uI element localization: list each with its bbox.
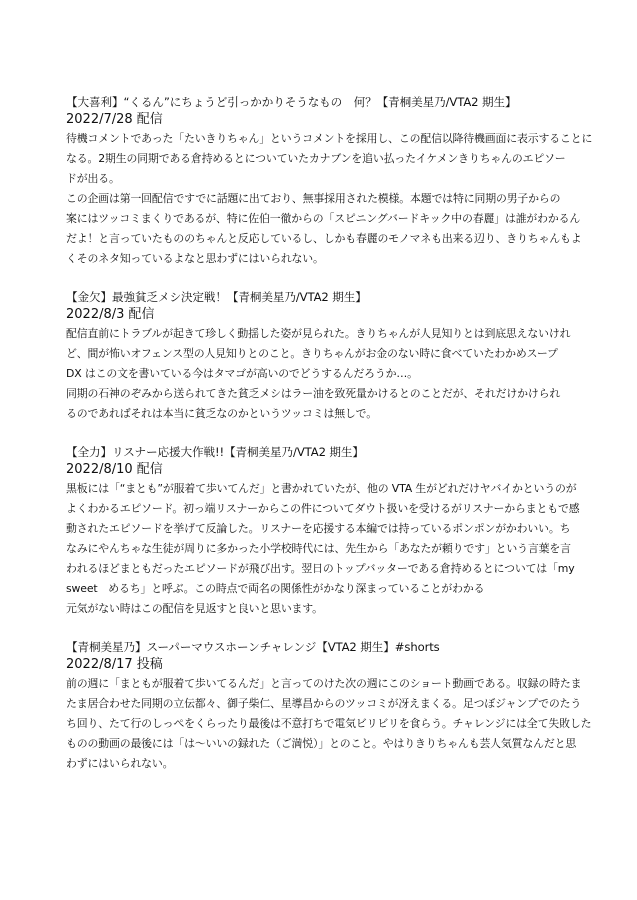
entry-title: 【青桐美星乃】スーパーマウスホーンチャレンジ【VTA2 期生】#shorts <box>66 640 440 654</box>
body-line: くそのネタ知っているよなと思わずにはいられない。 <box>66 252 324 265</box>
body-line: 動されたエピソードを挙げて反論した。リスナーを応援する本編では持っているポンポンがかわいい。ち <box>66 522 571 535</box>
body-line: 配信直前にトラブルが起きて珍しく動揺した姿が見られた。きりちゃんが人見知りとは到底思えないけれ <box>66 327 571 340</box>
body-line: DX はこの文を書いている今はタマゴが高いのでどうするんだろうか…。 <box>66 367 418 380</box>
entry-date: 2022/8/3 配信 <box>66 307 155 322</box>
entry-1 <box>66 94 593 269</box>
entry-body <box>66 129 593 269</box>
entry-title: 【大喜利】“くるん”にちょうど引っかかりそうなもの 何？【青桐美星乃/VTA2 期生】 <box>66 95 517 109</box>
body-line: 案にはツッコミまくりであるが、特に佐伯一徹からの「スピニングバードキック中の春麗」は誰がわかるん <box>66 212 581 225</box>
entry-body <box>66 324 574 424</box>
entry-2 <box>66 289 574 424</box>
body-line: わずにはいられない。 <box>66 757 174 770</box>
body-line: ドが出る。 <box>66 172 120 185</box>
entry-date: 2022/8/17 投稿 <box>66 657 163 672</box>
body-line: 同期の石神のぞみから送られてきた貧乏メシはラー油を致死量かけるとのことだが、それだけかけられ <box>66 387 561 400</box>
entry-4 <box>66 639 592 774</box>
body-line: るのであればそれは本当に貧乏なのかというツッコミは無しで。 <box>66 407 377 420</box>
entry-date: 2022/8/10 配信 <box>66 462 163 477</box>
body-line: 前の週に「まともが服着て歩いてるんだ」と言ってのけた次の週にこのショート動画である。収録の時たま <box>66 677 582 690</box>
body-line: たま居合わせた同期の立伝都々、御子柴仁、星導昌からのツッコミが冴えまくる。足つぼジャンプでのたう <box>66 697 582 710</box>
entry-date: 2022/7/28 配信 <box>66 112 163 127</box>
entry-body <box>66 479 580 619</box>
body-line: よくわかるエピソード。初っ端リスナーからこの件についてダウト扱いを受けるがリスナーからまともで感 <box>66 502 580 515</box>
entry-body <box>66 674 592 774</box>
body-line: 黒板には「“まとも”が服着て歩いてんだ」と書かれていたが、他の VTA 生がどれだけヤバイかというのが <box>66 482 577 495</box>
body-line: なみにやんちゃな生徒が周りに多かった小学校時代には、先生から「あなたが頼りです」という言葉を言 <box>66 542 571 555</box>
entry-title: 【全力】リスナー応援大作戦!!【青桐美星乃/VTA2 期生】 <box>66 445 364 459</box>
entry-title: 【金欠】最強貧乏メシ決定戦！【青桐美星乃/VTA2 期生】 <box>66 290 367 304</box>
body-line: ち回り、たて行のしっぺをくらったり最後は不意打ちで電気ビリビリを食らう。チャレンジには全て失敗した <box>66 717 592 730</box>
body-line: 待機コメントであった「たいきりちゃん」というコメントを採用し、この配信以降待機画面に表示することに <box>66 132 593 145</box>
document-page <box>66 94 593 794</box>
body-line: ど、間が怖いオフェンス型の人見知りとのこと。きりちゃんがお金のない時に食べていたわかめスープ <box>66 347 558 360</box>
entry-3 <box>66 444 580 619</box>
body-line: われるほどまともだったエピソードが飛び出す。翌日のトップバッターである倉持めるとについては「my <box>66 562 575 575</box>
body-line: なる。2期生の同期である倉持めるとについていたカナブンを追い払ったイケメンきりちゃんのエピソー <box>66 152 566 165</box>
body-line: ものの動画の最後には「は～いいの録れた（ご満悦）」とのこと。やはりきりちゃんも芸人気質なんだと思 <box>66 737 577 750</box>
body-line: この企画は第一回配信ですでに話題に出ており、無事採用された模様。本題では特に同期の男子からの <box>66 192 561 205</box>
body-line: 元気がない時はこの配信を見返すと良いと思います。 <box>66 602 323 615</box>
body-line: sweet めるち」と呼ぶ。この時点で両名の関係性がかなり深まっていることがわかる <box>66 582 485 595</box>
body-line: だよ！と言っていたもののちゃんと反応しているし、しかも春麗のモノマネも出来る辺り、きりちゃんもよ <box>66 232 582 245</box>
